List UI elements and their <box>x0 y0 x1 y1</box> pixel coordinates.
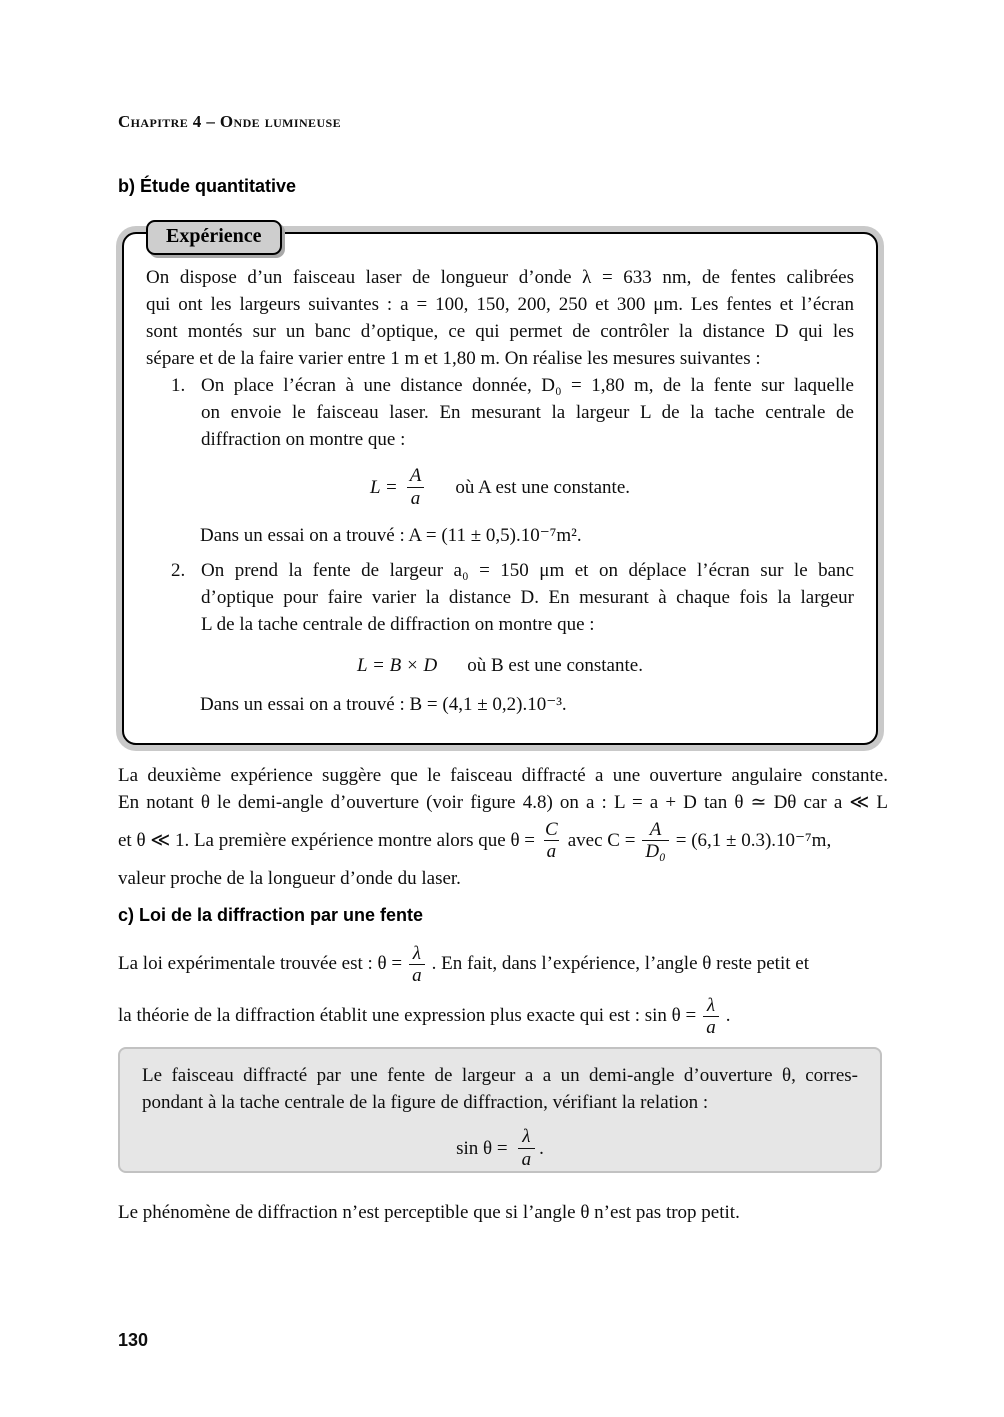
intro-line: sépare et de la faire varier entre 1 m et 1,80 m. On réalise les mesures suivantes : <box>146 348 761 369</box>
experience-content <box>146 264 854 718</box>
formula-math: L = B × D <box>357 655 438 676</box>
intro-line: qui ont les largeurs suivantes : a = 100, 150, 200, 250 et 300 μm. Les fentes et l’écran <box>146 294 854 315</box>
intro-line: sont montés sur un banc d’optique, ce qui permet de contrôler la distance D qui les <box>146 321 854 342</box>
experience-badge: Expérience <box>146 220 282 255</box>
fraction-lambda-over-a <box>409 943 425 986</box>
list-item-2 <box>171 557 854 638</box>
formula-lhs: L = <box>369 477 398 498</box>
fraction-A-over-D0 <box>642 819 668 862</box>
fraction-numerator: λ <box>522 1126 531 1147</box>
fraction-numerator: A <box>409 465 422 486</box>
analysis-line: En notant θ le demi-angle d’ouverture (voir figure 4.8) on a : L = a + D tan θ ≃ Dθ car a ≪ L <box>118 792 888 813</box>
formula-lhs: sin θ = <box>456 1138 508 1159</box>
list-item-body <box>201 557 854 638</box>
page-number: 130 <box>118 1330 149 1350</box>
experience-box <box>122 225 878 745</box>
formula-L-equals-A-over-a <box>146 465 854 510</box>
fraction-denominator: a <box>518 1148 536 1171</box>
list-line: d’optique pour faire varier la distance D. En mesurant à chaque fois la largeur <box>201 587 854 608</box>
list-number: 1. <box>171 375 186 396</box>
section-b-title: b) Étude quantitative <box>118 176 297 196</box>
analysis-segment: = (6,1 ± 0.3).10⁻⁷m, <box>675 830 832 851</box>
section-c-title: c) Loi de la diffraction par une fente <box>118 905 424 925</box>
text-segment: La loi expérimentale trouvée est : θ = <box>118 953 403 974</box>
fraction-denominator: a <box>407 487 425 510</box>
fraction-lambda-over-a <box>518 1126 536 1171</box>
analysis-line: valeur proche de la longueur d’onde du laser. <box>118 868 461 889</box>
list-item-1 <box>171 372 854 453</box>
section-c-paragraph <box>118 938 888 1042</box>
formula-period: . <box>539 1138 544 1159</box>
law-line: Le faisceau diffracté par une fente de largeur a a un demi-angle d’ouverture θ, corres- <box>142 1065 858 1086</box>
fraction-numerator: A <box>649 819 662 840</box>
fraction-denominator: D₀ <box>642 840 668 862</box>
fraction-denominator: a <box>703 1016 719 1038</box>
list-number: 2. <box>171 560 186 581</box>
analysis-line: La deuxième expérience suggère que le faisceau diffracté a une ouverture angulaire constante. <box>118 765 888 786</box>
text-segment: . En fait, dans l’expérience, l’angle θ reste petit et <box>431 953 809 974</box>
list-item-body <box>201 372 854 453</box>
experiment-result-2: Dans un essai on a trouvé : B = (4,1 ± 0,2).10⁻³. <box>200 694 567 715</box>
list-line: On place l’écran à une distance donnée, D₀ = 1,80 m, de la fente sur laquelle <box>201 375 854 396</box>
analysis-segment: et θ ≪ 1. La première expérience montre alors que θ = <box>118 830 536 851</box>
fraction-numerator: C <box>545 819 558 840</box>
analysis-segment: avec C = <box>567 830 636 851</box>
fraction-denominator: a <box>544 840 560 862</box>
law-box <box>118 1047 882 1173</box>
section-c-line-2 <box>118 990 888 1042</box>
formula-note: où B est une constante. <box>467 655 643 676</box>
text-segment: . <box>725 1005 731 1026</box>
formula-L-equals-B-times-D <box>146 652 854 679</box>
text-segment: la théorie de la diffraction établit une expression plus exacte qui est : sin θ = <box>118 1005 697 1026</box>
list-line: diffraction on montre que : <box>201 429 406 450</box>
list-line: on envoie le faisceau laser. En mesurant la largeur L de la tache centrale de <box>201 402 854 423</box>
list-line: L de la tache centrale de diffraction on montre que : <box>201 614 595 635</box>
formula-sin-theta <box>142 1126 858 1171</box>
section-c-line-1 <box>118 938 888 990</box>
intro-line: On dispose d’un faisceau laser de longueur d’onde λ = 633 nm, de fentes calibrées <box>146 267 854 288</box>
law-line: pondant à la tache centrale de la figure de diffraction, vérifiant la relation : <box>142 1092 709 1113</box>
chapter-header: Chapitre 4 – Onde lumineuse <box>118 112 341 131</box>
fraction-C-over-a <box>542 819 561 862</box>
fraction-numerator: λ <box>412 942 421 964</box>
fraction-numerator: λ <box>706 994 716 1016</box>
fraction-lambda-over-a <box>703 995 719 1038</box>
formula-note: où A est une constante. <box>455 477 631 498</box>
closing-sentence: Le phénomène de diffraction n’est perceptible que si l’angle θ n’est pas trop petit. <box>118 1202 740 1223</box>
fraction-A-over-a <box>406 465 426 510</box>
analysis-line-with-fractions <box>118 819 888 862</box>
fraction-denominator: a <box>409 964 425 986</box>
analysis-paragraph <box>118 762 888 892</box>
list-line: On prend la fente de largeur a₀ = 150 μm et on déplace l’écran sur le banc <box>201 560 854 581</box>
experiment-result-1: Dans un essai on a trouvé : A = (11 ± 0,5).10⁻⁷m². <box>200 525 582 546</box>
